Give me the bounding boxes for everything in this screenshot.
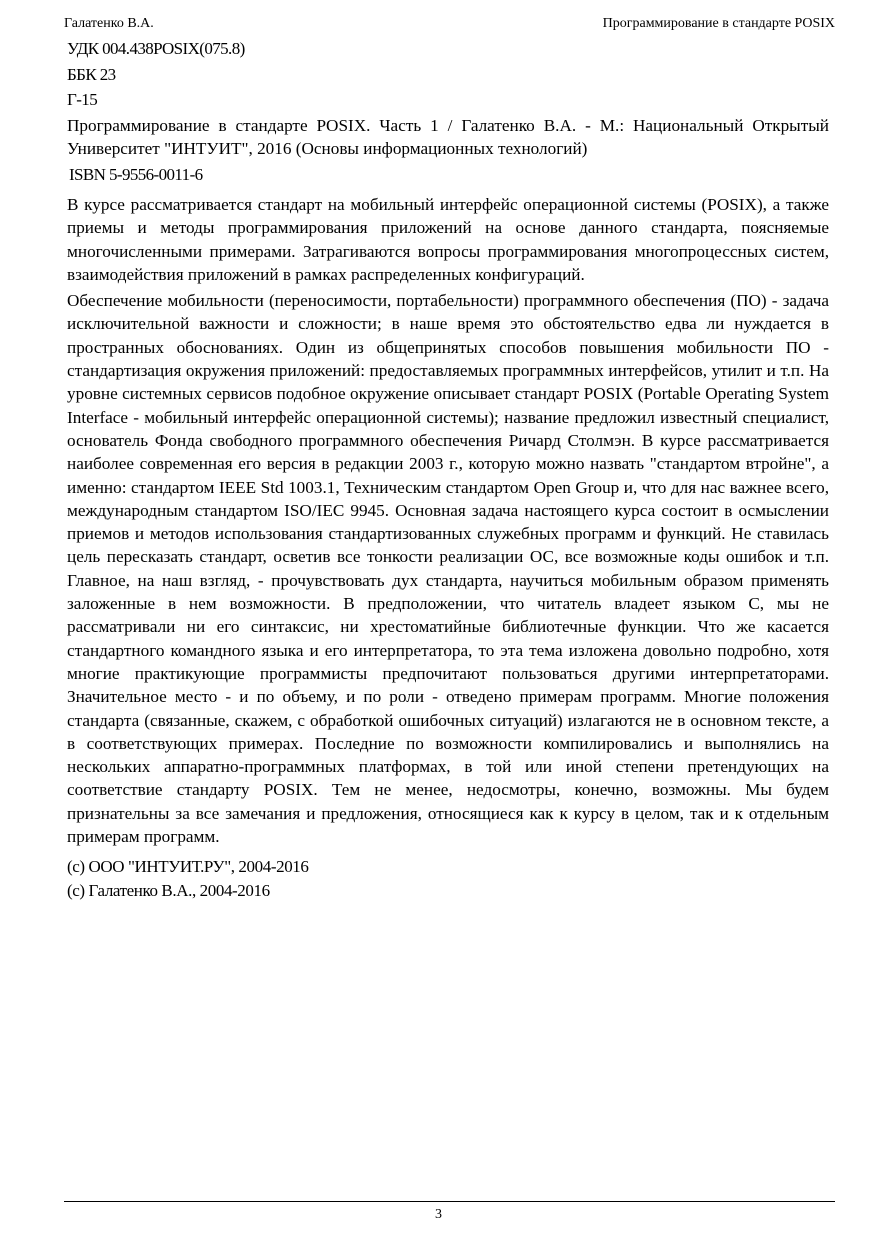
running-header-title: Программирование в стандарте POSIX [602,16,835,31]
running-header-author: Галатенко В.А. [64,16,154,31]
bbk-code: ББК 23 [67,65,116,84]
isbn: ISBN 5-9556-0011-6 [69,165,203,184]
page-number: 3 [435,1207,442,1222]
author-mark: Г-15 [67,90,98,109]
footer-divider [64,1201,835,1202]
udk-code: УДК 004.438POSIX(075.8) [67,39,245,58]
abstract-paragraph: В курсе рассматривается стандарт на мобильный интерфейс операционной системы (POSIX), а также приемы и методы программирования приложений на основе данного стандарта, поясняемые многочисленными примерами. Затрагиваются вопросы программирования многопроцессных систем, взаимодействия приложений в рамках распределенных конфигураций. [67,195,829,284]
copyright-author: (c) Галатенко В.А., 2004-2016 [67,881,270,901]
page-content [67,38,829,904]
abstract-paragraph: Обеспечение мобильности (переносимости, портабельности) программного обеспечения (ПО) - задача исключительной важности и сложности; в наше время это обстоятельство едва ли нуждается в пространных обоснованиях. Один из общепринятых способов повышения мобильности ПО - стандартизация окружения приложений: предоставляемых программных интерфейсов, утилит и т.п. На уровне системных сервисов подобное окружение описывает стандарт POSIX (Portable Operating System Interface - мобильный интерфейс операционной системы); название предложил известный специалист, основатель Фонда свободного программного обеспечения Ричард Столмэн. В курсе рассматривается наиболее современная его версия в редакции 2003 г., которую можно назвать "стандартом втройне", а именно: стандартом IEEE Std 1003.1, Техническим стандартом Open Group и, что для нас важнее всего, международным стандартом ISO/IEC 9945. Основная задача настоящего курса состоит в осмыслении приемов и методов использования стандартизованных служебных программ и функций. Не ставилась цель пересказать стандарт, осветив все тонкости реализации ОС, все возможные коды ошибок и т.п. Главное, на наш взгляд, - прочувствовать дух стандарта, научиться мобильным образом применять заложенные в нем возможности. В предположении, что читатель владеет языком C, мы не рассматривали ни его синтаксис, ни хрестоматийные библиотечные функции. Что же касается стандартного командного языка и его интерпретатора, то эта тема изложена довольно подробно, хотя многие практикующие программисты предпочитают пользоваться другими интерпретаторами. Значительное место - и по объему, и по роли - отведено примерам программ. Многие положения стандарта (связанные, скажем, с обработкой ошибочных ситуаций) излагаются не в основном тексте, а в соответствующих примерах. Последние по возможности компилировались и выполнялись на нескольких аппаратно-программных платформах, в той или иной степени претендующих на соответствие стандарту POSIX. Тем не менее, недосмотры, конечно, возможны. Мы будем признательны за все замечания и предложения, относящиеся как к курсу в целом, так и к отдельным примерам программ. [67,291,829,847]
copyright-publisher: (c) ООО "ИНТУИТ.РУ", 2004-2016 [67,857,309,877]
bibliographic-citation: Программирование в стандарте POSIX. Часть 1 / Галатенко В.А. - М.: Национальный Открытый Университет "ИНТУИТ", 2016 (Основы информационных технологий) [67,116,829,158]
